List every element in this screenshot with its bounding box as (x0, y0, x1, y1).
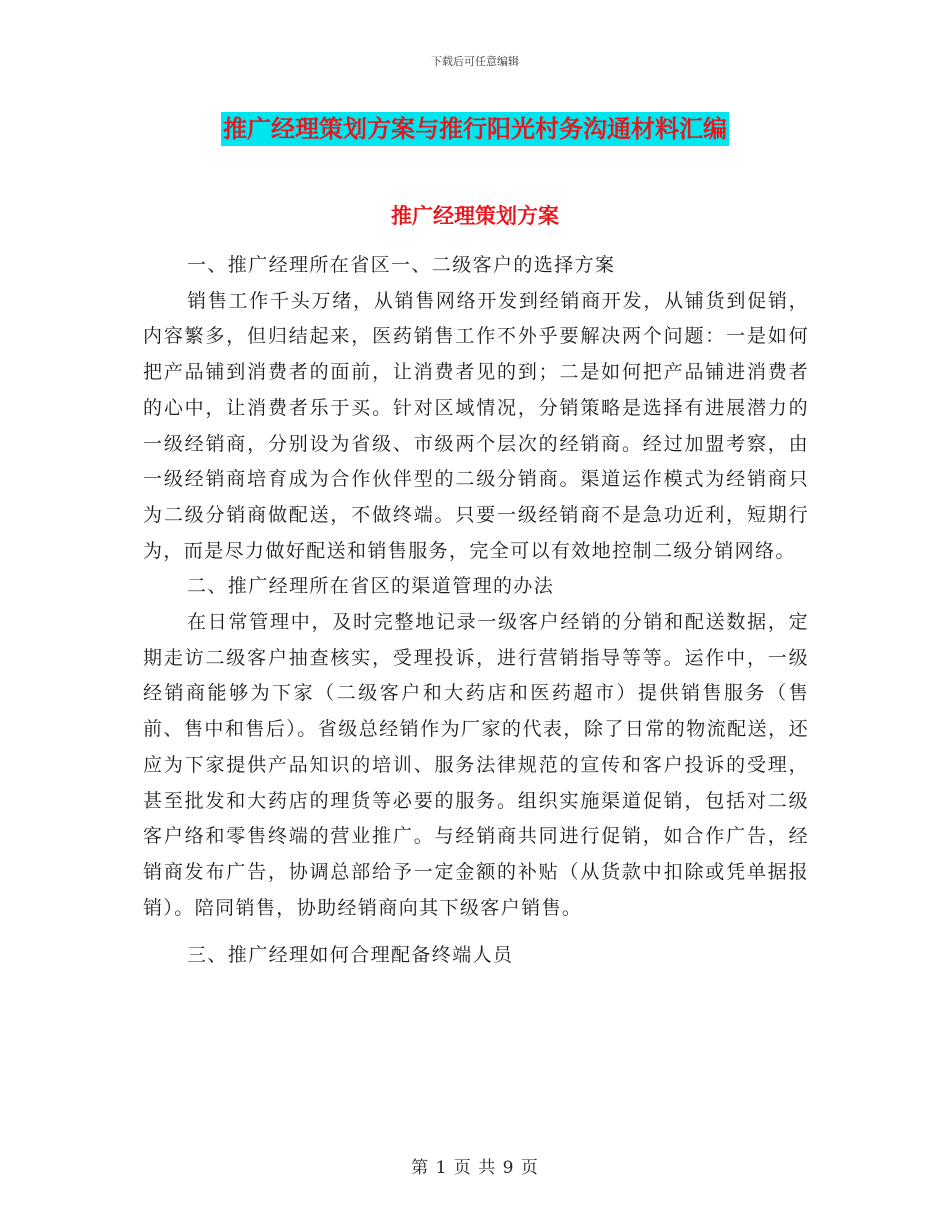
heading-1: 一、推广经理所在省区一、二级客户的选择方案 (187, 254, 616, 276)
section-title: 推广经理策划方案 (391, 203, 559, 228)
page-header: 下载后可任意编辑 (431, 55, 519, 68)
document-title-text: 推广经理策划方案与推行阳光村务沟通材料汇编 (221, 112, 729, 146)
heading-3: 三、推广经理如何合理配备终端人员 (187, 944, 514, 967)
paragraph-2: 在日常管理中，及时完整地记录一级客户经销的分销和配送数据，定期走访二级客户抽查核实，受理投诉，进行营销指导等等。运作中，一级经销商能够为下家（二级客户和大药店和医药超市）提供销售服务（售前、售中和售后）。省级总经销作为厂家的代表，除了日常的物流配送，还应为下家提供产品知识的培训、服务法律规范的宣传和客户投诉的受理，甚至批发和大药店的理货等必要的服务。组织实施渠道促销，包括对二级客户络和零售终端的营业推广。与经销商共同进行促销，如合作广告，经销商发布广告，协调总部给予一定金额的补贴（从货款中扣除或凭单据报销）。陪同销售，协助经销商向其下级客户销售。 (143, 611, 809, 919)
heading-2: 二、推广经理所在省区的渠道管理的办法 (187, 575, 555, 598)
document-title (0, 112, 950, 146)
page-footer: 第 1 页 共 9 页 (411, 1158, 539, 1178)
document-body (143, 248, 809, 974)
paragraph-1: 销售工作千头万绪，从销售网络开发到经销商开发，从铺货到促销，内容繁多，但归结起来，医药销售工作不外乎要解决两个问题：一是如何把产品铺到消费者的面前，让消费者见的到；二是如何把产品铺进消费者的心中，让消费者乐于买。针对区域情况，分销策略是选择有进展潜力的一级经销商，分别设为省级、市级两个层次的经销商。经过加盟考察，由一级经销商培育成为合作伙伴型的二级分销商。渠道运作模式为经销商只为二级分销商做配送，不做终端。只要一级经销商不是急功近利，短期行为，而是尽力做好配送和销售服务，完全可以有效地控制二级分销网络。 (143, 289, 809, 562)
